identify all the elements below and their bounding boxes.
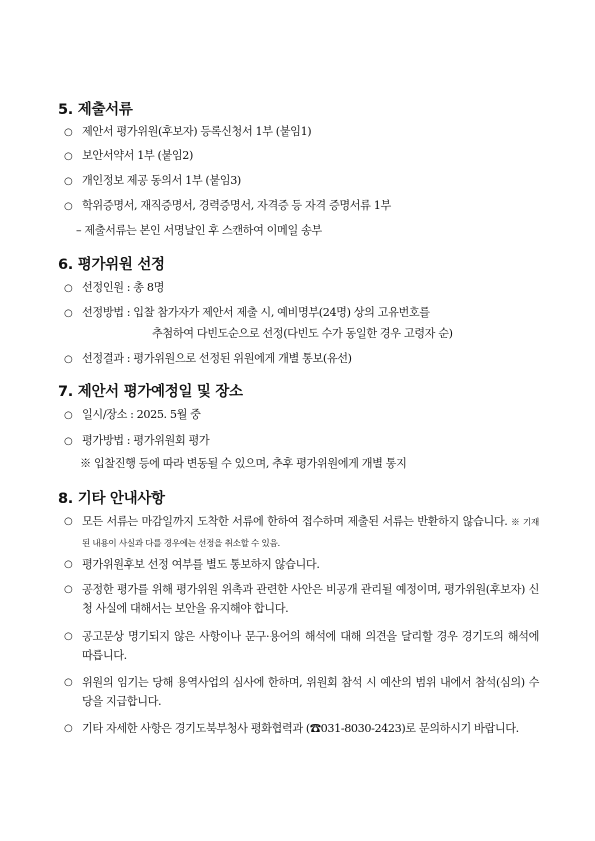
bullet-icon: ○ (64, 127, 73, 138)
bullet-icon: ○ (64, 176, 73, 187)
section-6-item-2: ○ 선정방법 : 입찰 참가자가 제안서 제출 시, 예비명부(24명) 상의 고유번호를 (64, 303, 430, 323)
bullet-icon: ○ (64, 516, 73, 527)
section-5-item-4: ○ 학위증명서, 재직증명서, 경력증명서, 자격증 등 자격 증명서류 1부 (64, 196, 391, 216)
bullet-icon: ○ (64, 410, 73, 421)
bullet-icon: ○ (64, 677, 73, 688)
section-5-item-1: ○ 제안서 평가위원(후보자) 등록신청서 1부 (붙임1) (64, 122, 311, 142)
section-6-item-2-continuation: 추첨하여 다빈도순으로 선정(다빈도 수가 동일한 경우 고령자 순) (152, 327, 453, 340)
bullet-icon: ○ (64, 201, 73, 212)
bullet-icon: ○ (64, 584, 73, 595)
section-8-title: 8. 기타 안내사항 (58, 491, 165, 507)
bullet-icon: ○ (64, 631, 73, 642)
section-5-item-2: ○ 보안서약서 1부 (붙임2) (64, 146, 193, 166)
section-8-item-5: ○ 위원의 임기는 당해 용역사업의 심사에 한하며, 위원회 참석 시 예산의 범위 내에서 참석(심의) 수당을 지급합니다. (64, 673, 539, 711)
bullet-icon: ○ (64, 559, 73, 570)
section-5-item-3: ○ 개인정보 제공 동의서 1부 (붙임3) (64, 171, 241, 191)
section-6-item-1: ○ 선정인원 : 총 8명 (64, 278, 164, 298)
section-8-item-1: ○ 모든 서류는 마감일까지 도착한 서류에 한하여 접수하며 제출된 서류는 반환하지 않습니다. ※ 기재된 내용이 사실과 다를 경우에는 선정을 취소할 수 있음. (64, 512, 539, 554)
bullet-icon: ○ (64, 283, 73, 294)
bullet-icon: ○ (64, 354, 73, 365)
bullet-icon: ○ (64, 723, 73, 734)
section-6-title: 6. 평가위원 선정 (58, 257, 165, 273)
section-6-item-3: ○ 선정결과 : 평가위원으로 선정된 위원에게 개별 통보(유선) (64, 349, 352, 369)
section-5-title: 5. 제출서류 (58, 102, 133, 118)
section-7-note: ※ 입찰진행 등에 따라 변동될 수 있으며, 추후 평가위원에게 개별 통지 (80, 457, 407, 470)
bullet-icon: ○ (64, 308, 73, 319)
section-8-item-2: ○ 평가위원후보 선정 여부를 별도 통보하지 않습니다. (64, 555, 539, 574)
bullet-icon: ○ (64, 151, 73, 162)
section-7-item-2: ○ 평가방법 : 평가위원회 평가 (64, 431, 209, 451)
bullet-icon: ○ (64, 436, 73, 447)
section-8-item-6: ○ 기타 자세한 사항은 경기도북부청사 평화협력과 (☎031-8030-2423)로 문의하시기 바랍니다. (64, 719, 539, 738)
section-8-item-3: ○ 공정한 평가를 위해 평가위원 위촉과 관련한 사안은 비공개 관리될 예정이며, 평가위원(후보자) 신청 사실에 대해서는 보안을 유지해야 합니다. (64, 580, 539, 618)
section-7-title: 7. 제안서 평가예정일 및 장소 (58, 384, 243, 400)
section-5-note: – 제출서류는 본인 서명날인 후 스캔하여 이메일 송부 (76, 224, 322, 237)
section-8-item-4: ○ 공고문상 명기되지 않은 사항이나 문구·용어의 해석에 대해 의견을 달리할 경우 경기도의 해석에 따릅니다. (64, 627, 539, 665)
section-8-item-1-remark: ※ 기재된 내용이 사실과 다를 경우에는 선정을 취소할 수 있음. (82, 518, 539, 549)
section-7-item-1: ○ 일시/장소 : 2025. 5월 중 (64, 405, 201, 425)
